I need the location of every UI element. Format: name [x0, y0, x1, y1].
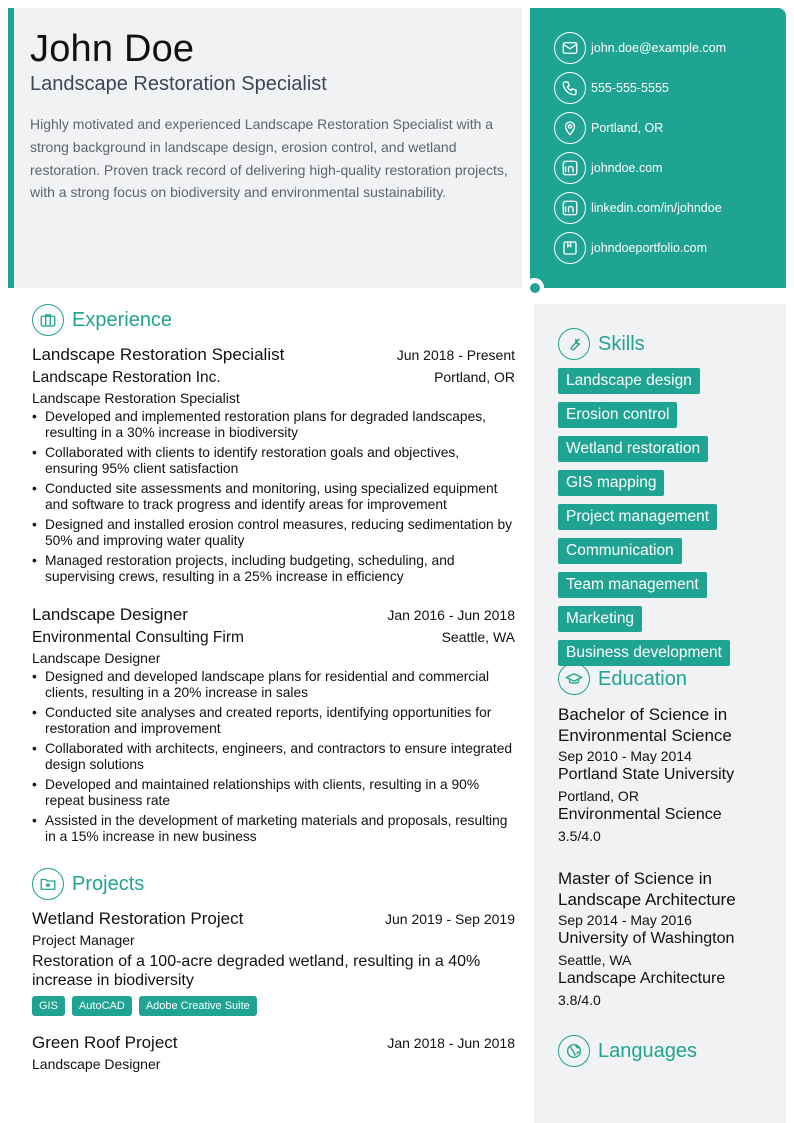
bullet-item: • Managed restoration projects, including budgeting, scheduling, and supervising crews, resulting in a 25% increase in efficiency [32, 553, 515, 585]
experience-heading [32, 304, 172, 336]
job-entry [32, 345, 515, 589]
skills-list [558, 368, 778, 674]
skill-tag: Marketing [558, 606, 642, 632]
skill-tag: Landscape design [558, 368, 700, 394]
project-date: Jan 2018 - Jun 2018 [387, 1035, 515, 1051]
education-heading [558, 663, 687, 695]
portfolio-icon [554, 232, 586, 264]
summary: Highly motivated and experienced Landscape Restoration Specialist with a strong background in landscape design, erosion control, and wetland restoration. Proven track record of delivering high-quality restoration projects, with a strong focus on biodiversity and environmental sustainability. [30, 116, 508, 201]
job-date: Jan 2016 - Jun 2018 [387, 607, 515, 623]
bullet-item: • Collaborated with clients to identify restoration goals and objectives, ensuring 95% client satisfaction [32, 445, 515, 477]
job-bullets [32, 669, 515, 845]
edu-date: Sep 2010 - May 2014 [558, 748, 692, 764]
contact-location [554, 112, 663, 144]
tag: Adobe Creative Suite [139, 996, 257, 1016]
experience-title: Experience [72, 308, 173, 331]
linkedin-icon [554, 192, 586, 224]
job-title: Landscape Restoration Specialist [32, 345, 285, 364]
graduation-cap-icon [558, 663, 590, 695]
project-role: Project Manager [32, 932, 135, 948]
timeline-dot [525, 278, 544, 297]
mail-icon [554, 32, 586, 64]
edu-gpa: 3.8/4.0 [558, 992, 601, 1008]
languages-heading [558, 1035, 697, 1067]
bullet-item: • Collaborated with architects, engineers, and contractors to ensure integrated design solutions [32, 741, 515, 773]
job-location: Seattle, WA [441, 629, 515, 645]
tag: GIS [32, 996, 65, 1016]
candidate-title: Landscape Restoration Specialist [30, 73, 327, 95]
skill-tag: Business development [558, 640, 730, 666]
projects-title: Projects [72, 872, 145, 895]
job-company: Environmental Consulting Firm [32, 629, 244, 646]
project-role: Landscape Designer [32, 1056, 161, 1072]
bullet-item: • Developed and implemented restoration plans for degraded landscapes, resulting in a 30% increase in biodiversity [32, 409, 515, 441]
bullet-item: • Designed and installed erosion control measures, reducing sedimentation by 50% and improving water quality [32, 517, 515, 549]
job-date: Jun 2018 - Present [396, 347, 515, 363]
skill-tag: Project management [558, 504, 717, 530]
contact-website[interactable] [554, 152, 663, 184]
edu-location: Seattle, WA [558, 952, 632, 968]
bullet-item: • Assisted in the development of marketing materials and proposals, resulting in a 15% increase in new business [32, 813, 515, 845]
skill-tag: Wetland restoration [558, 436, 708, 462]
edu-date: Sep 2014 - May 2016 [558, 912, 692, 928]
edu-school: Portland State University [558, 766, 735, 783]
project-tags [32, 996, 515, 1016]
edu-gpa: 3.5/4.0 [558, 828, 601, 844]
edu-field: Environmental Science [558, 806, 722, 823]
phone-icon [554, 72, 586, 104]
contact-phone[interactable] [554, 72, 669, 104]
wrench-icon [558, 328, 590, 360]
education-title: Education [598, 667, 687, 690]
project-entry [32, 1033, 515, 1072]
languages-title: Languages [598, 1039, 697, 1062]
contact-phone-text: 555-555-5555 [591, 81, 669, 95]
contact-website-text: johndoe.com [591, 161, 663, 175]
skill-tag: Team management [558, 572, 707, 598]
bullet-item: • Developed and maintained relationships with clients, resulting in a 90% repeat business rate [32, 777, 515, 809]
project-title: Green Roof Project [32, 1033, 178, 1052]
edu-degree: Bachelor of Science in Environmental Science [558, 705, 732, 745]
project-title: Wetland Restoration Project [32, 909, 244, 928]
linkedin-icon [554, 152, 586, 184]
skills-heading [558, 328, 645, 360]
job-role: Landscape Designer [32, 650, 161, 666]
bullet-item: • Conducted site analyses and created reports, identifying opportunities for restoration and improvement [32, 705, 515, 737]
skill-tag: Erosion control [558, 402, 677, 428]
tag: AutoCAD [72, 996, 132, 1016]
job-title: Landscape Designer [32, 605, 188, 624]
bullet-item: • Designed and developed landscape plans for residential and commercial clients, resulting in a 20% increase in sales [32, 669, 515, 701]
skill-tag: Communication [558, 538, 682, 564]
job-role: Landscape Restoration Specialist [32, 390, 240, 406]
education-entry [558, 704, 778, 844]
edu-degree: Master of Science in Landscape Architecture [558, 869, 736, 909]
contact-email-text: john.doe@example.com [591, 41, 726, 55]
edu-field: Landscape Architecture [558, 970, 726, 987]
contact-linkedin-text: linkedin.com/in/johndoe [591, 201, 722, 215]
candidate-name: John Doe [30, 28, 195, 70]
skills-title: Skills [598, 332, 645, 355]
contact-portfolio-text: johndoeportfolio.com [591, 241, 708, 255]
contact-location-text: Portland, OR [591, 121, 664, 135]
contact-email[interactable] [554, 32, 726, 64]
project-date: Jun 2019 - Sep 2019 [385, 911, 515, 927]
contact-portfolio[interactable] [554, 232, 707, 264]
project-entry [32, 909, 515, 1016]
edu-location: Portland, OR [558, 788, 639, 804]
job-company: Landscape Restoration Inc. [32, 369, 221, 386]
globe-icon [558, 1035, 590, 1067]
accent-bar [8, 8, 14, 288]
education-entry [558, 868, 778, 1008]
bullet-item: • Conducted site assessments and monitoring, using specialized equipment and software to track progress and identify areas for improvement [32, 481, 515, 513]
job-location: Portland, OR [434, 369, 515, 385]
location-icon [554, 112, 586, 144]
folder-icon [32, 868, 64, 900]
skill-tag: GIS mapping [558, 470, 664, 496]
edu-school: University of Washington [558, 930, 735, 947]
project-description: Restoration of a 100-acre degraded wetland, resulting in a 40% increase in biodiversity [32, 953, 481, 989]
contact-linkedin[interactable] [554, 192, 722, 224]
projects-heading [32, 868, 144, 900]
job-bullets [32, 409, 515, 585]
briefcase-icon [32, 304, 64, 336]
job-entry [32, 605, 515, 849]
